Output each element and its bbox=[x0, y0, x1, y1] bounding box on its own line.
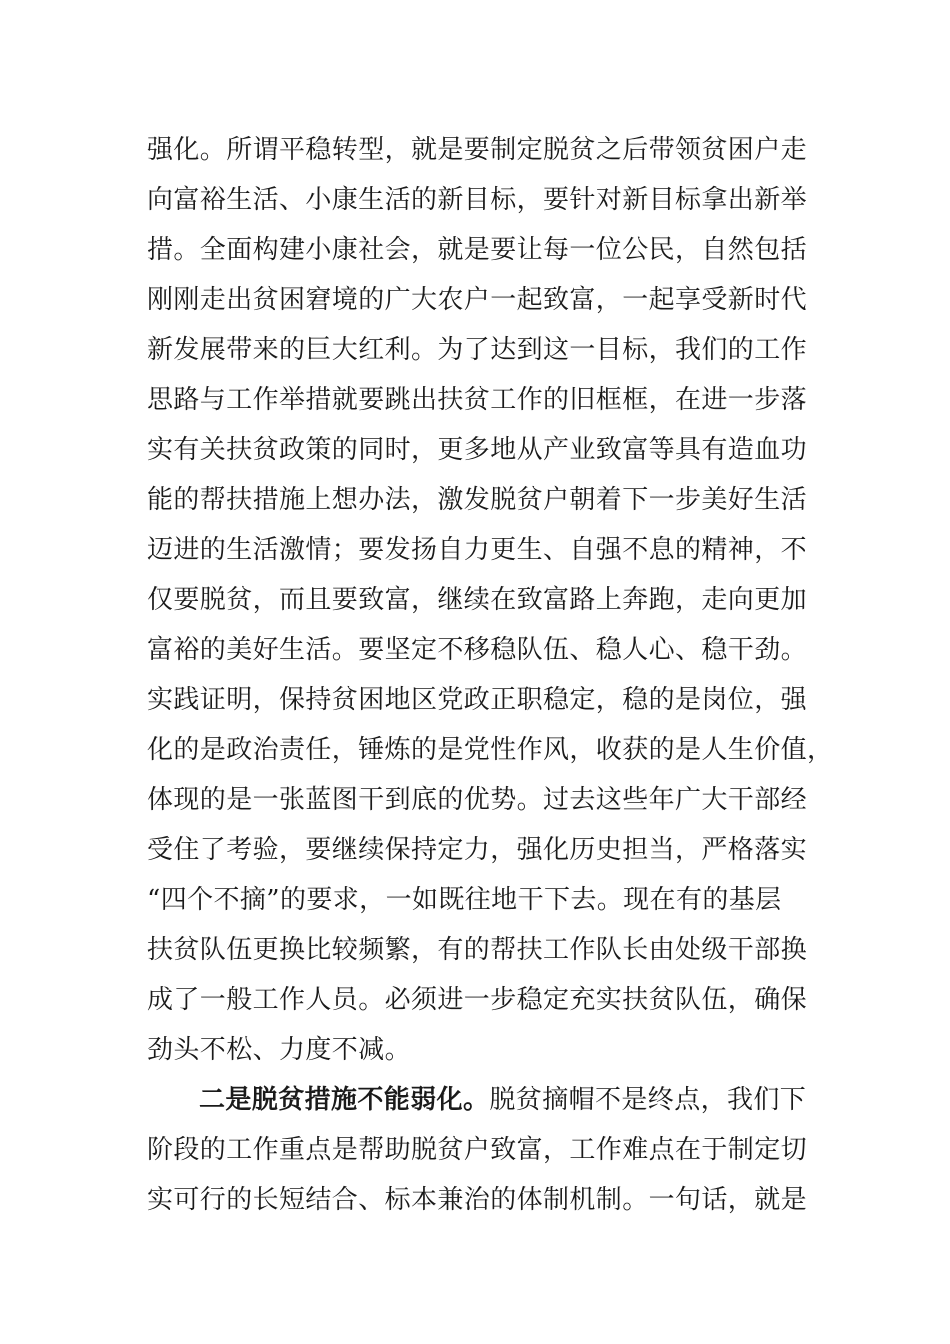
paragraph-1 bbox=[147, 125, 834, 1075]
section-heading: 二是脱贫措施不能弱化。 bbox=[199, 1085, 490, 1115]
document-body bbox=[147, 125, 834, 1225]
text-line: “四个不摘”的要求，一如既往地干下去。现在有的基层 bbox=[147, 885, 782, 915]
text-line: 仅要脱贫，而且要致富，继续在致富路上奔跑，走向更加 bbox=[147, 585, 808, 615]
text-line: 措。全面构建小康社会，就是要让每一位公民，自然包括 bbox=[147, 235, 808, 265]
text-line: 实践证明，保持贫困地区党政正职稳定，稳的是岗位，强 bbox=[147, 685, 808, 715]
paragraph-2 bbox=[147, 1075, 807, 1225]
text-line: 受住了考验，要继续保持定力，强化历史担当，严格落实 bbox=[147, 835, 808, 865]
text-line: 强化。所谓平稳转型，就是要制定脱贫之后带领贫困户走 bbox=[147, 135, 808, 165]
text-line: 富裕的美好生活。要坚定不移稳队伍、稳人心、稳干劲。 bbox=[147, 635, 808, 665]
text-line: 体现的是一张蓝图干到底的优势。过去这些年广大干部经 bbox=[147, 785, 808, 815]
text-line: 化的是政治责任，锤炼的是党性作风，收获的是人生价值， bbox=[147, 735, 834, 765]
text-line: 能的帮扶措施上想办法，激发脱贫户朝着下一步美好生活 bbox=[147, 485, 808, 515]
text-line: 实有关扶贫政策的同时，更多地从产业致富等具有造血功 bbox=[147, 435, 808, 465]
text-line: 思路与工作举措就要跳出扶贫工作的旧框框，在进一步落 bbox=[147, 385, 808, 415]
text-line: 实可行的长短结合、标本兼治的体制机制。一句话，就是 bbox=[147, 1185, 808, 1215]
text-line: 扶贫队伍更换比较频繁，有的帮扶工作队长由处级干部换 bbox=[147, 935, 808, 965]
text-line: 阶段的工作重点是帮助脱贫户致富，工作难点在于制定切 bbox=[147, 1135, 808, 1165]
text-line: 成了一般工作人员。必须进一步稳定充实扶贫队伍，确保 bbox=[147, 985, 808, 1015]
text-line: 劲头不松、力度不减。 bbox=[147, 1035, 412, 1065]
text-line: 刚刚走出贫困窘境的广大农户一起致富，一起享受新时代 bbox=[147, 285, 808, 315]
text-line: 迈进的生活激情；要发扬自力更生、自强不息的精神，不 bbox=[147, 535, 808, 565]
text-line: 新发展带来的巨大红利。为了达到这一目标，我们的工作 bbox=[147, 335, 808, 365]
text-line: 向富裕生活、小康生活的新目标，要针对新目标拿出新举 bbox=[147, 185, 808, 215]
heading-line-text: 脱贫摘帽不是终点，我们下 bbox=[489, 1085, 807, 1115]
text-line bbox=[147, 1075, 807, 1125]
